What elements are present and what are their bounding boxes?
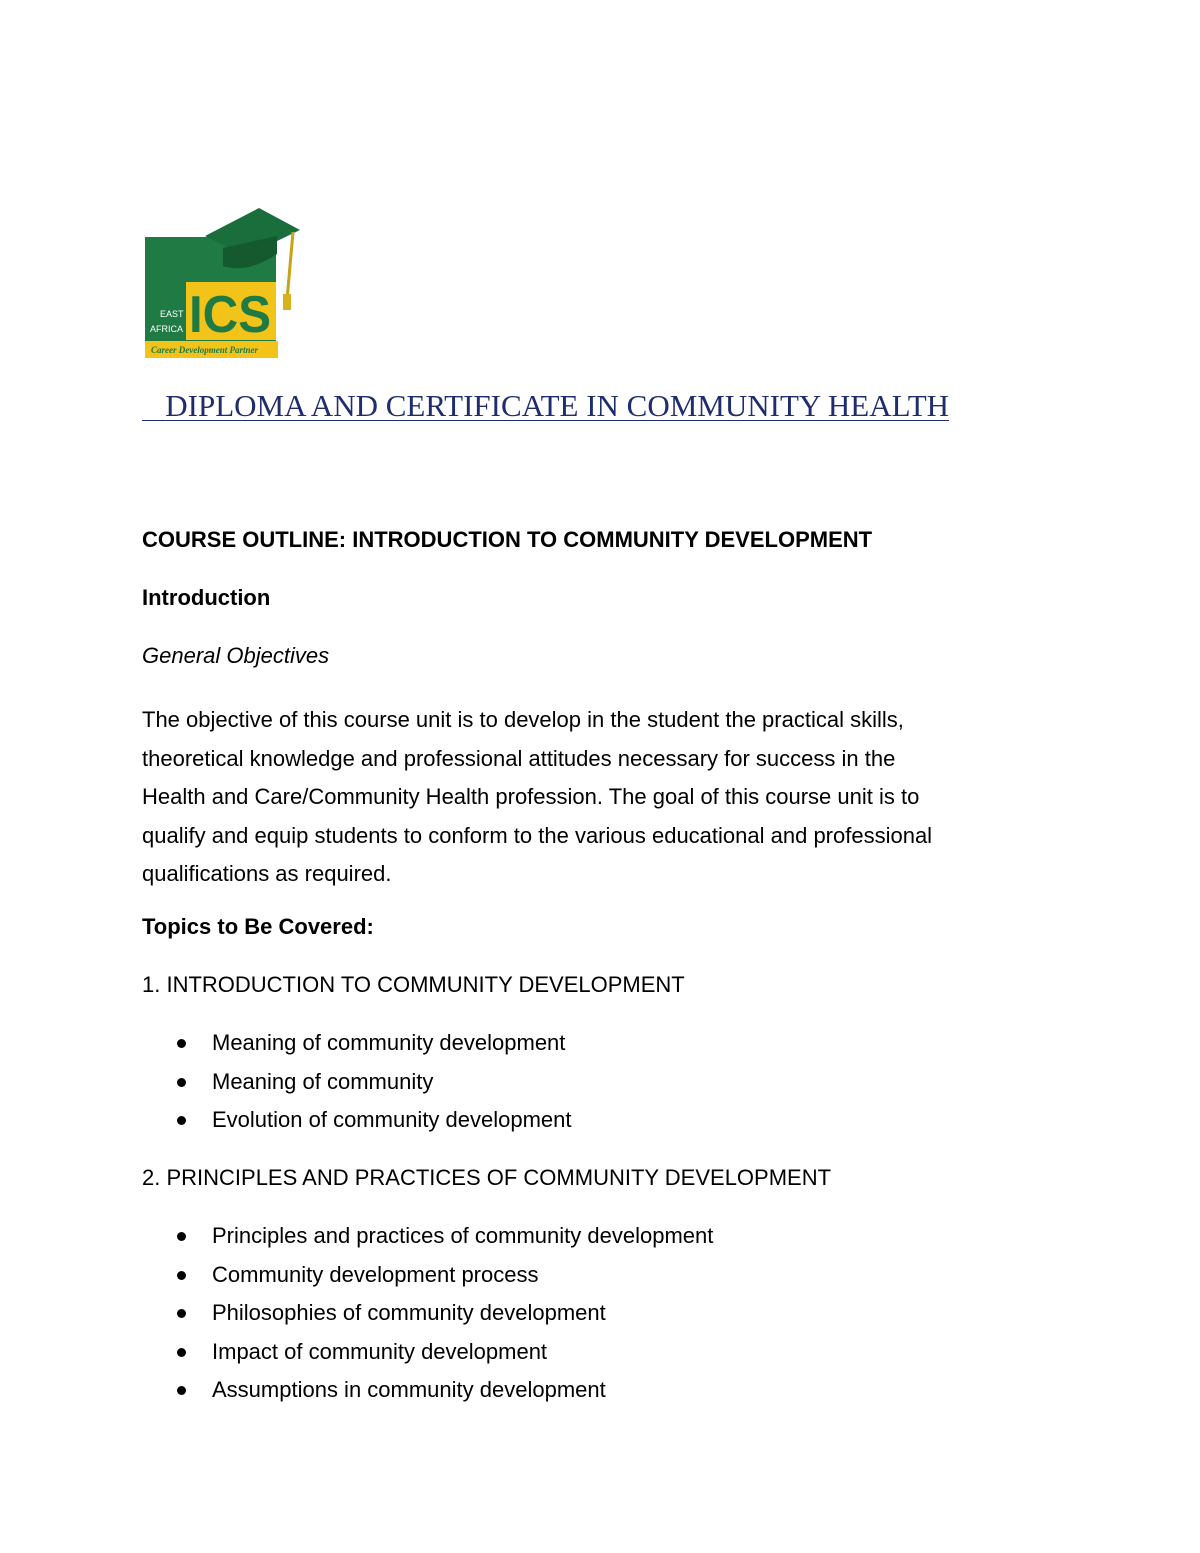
- list-item: [142, 1069, 572, 1108]
- bullet-icon: [177, 1039, 186, 1048]
- topic-2-list: [142, 1223, 713, 1416]
- list-item-text: Meaning of community: [212, 1068, 434, 1094]
- bullet-icon: [177, 1348, 186, 1357]
- general-objectives-heading: General Objectives: [142, 643, 330, 668]
- logo-tagline: Career Development Partner: [151, 345, 258, 355]
- topic-1-list: [142, 1030, 572, 1146]
- list-item-text: Philosophies of community development: [212, 1300, 606, 1326]
- list-item: [142, 1377, 713, 1416]
- list-item-text: Evolution of community development: [212, 1107, 572, 1133]
- list-item: [142, 1262, 713, 1301]
- list-item: [142, 1300, 713, 1339]
- logo-region-line1: EAST: [160, 309, 184, 319]
- list-item: [142, 1223, 713, 1262]
- list-item-text: Impact of community development: [212, 1338, 548, 1364]
- list-item-text: Assumptions in community development: [212, 1377, 606, 1403]
- topics-heading: Topics to Be Covered:: [142, 914, 374, 939]
- list-item: [142, 1030, 572, 1069]
- bullet-icon: [177, 1271, 186, 1280]
- bullet-icon: [177, 1232, 186, 1241]
- topic-1-title: 1. INTRODUCTION TO COMMUNITY DEVELOPMENT: [142, 972, 685, 997]
- list-item-text: Community development process: [212, 1261, 539, 1287]
- list-item-text: Meaning of community development: [212, 1030, 566, 1055]
- bullet-icon: [177, 1386, 186, 1395]
- logo-cap-tassel: [283, 294, 291, 310]
- logo-region-line2: AFRICA: [150, 324, 184, 334]
- topic-2-title: 2. PRINCIPLES AND PRACTICES OF COMMUNITY DEVELOPMENT: [142, 1165, 832, 1190]
- logo-cap-tassel-cord: [287, 232, 293, 300]
- course-outline-heading: COURSE OUTLINE: INTRODUCTION TO COMMUNITY DEVELOPMENT: [142, 527, 873, 552]
- objectives-line: theoretical knowledge and professional attitudes necessary for success in the: [142, 745, 896, 771]
- objectives-paragraph: [142, 701, 1072, 894]
- bullet-icon: [177, 1078, 186, 1087]
- bullet-icon: [177, 1309, 186, 1318]
- list-item: [142, 1107, 572, 1146]
- introduction-heading: Introduction: [142, 585, 271, 610]
- ics-logo: [143, 208, 303, 360]
- list-item-text: Principles and practices of community development: [212, 1223, 714, 1248]
- objectives-line: qualify and equip students to conform to the various educational and professional: [142, 822, 933, 848]
- document-title: DIPLOMA AND CERTIFICATE IN COMMUNITY HEALTH: [142, 388, 950, 423]
- list-item: [142, 1339, 713, 1378]
- objectives-line: qualifications as required.: [142, 861, 392, 887]
- objectives-line: The objective of this course unit is to develop in the student the practical skills,: [142, 707, 904, 732]
- logo-brand-text: ICS: [189, 286, 271, 344]
- bullet-icon: [177, 1116, 186, 1125]
- objectives-line: Health and Care/Community Health profession. The goal of this course unit is to: [142, 784, 920, 810]
